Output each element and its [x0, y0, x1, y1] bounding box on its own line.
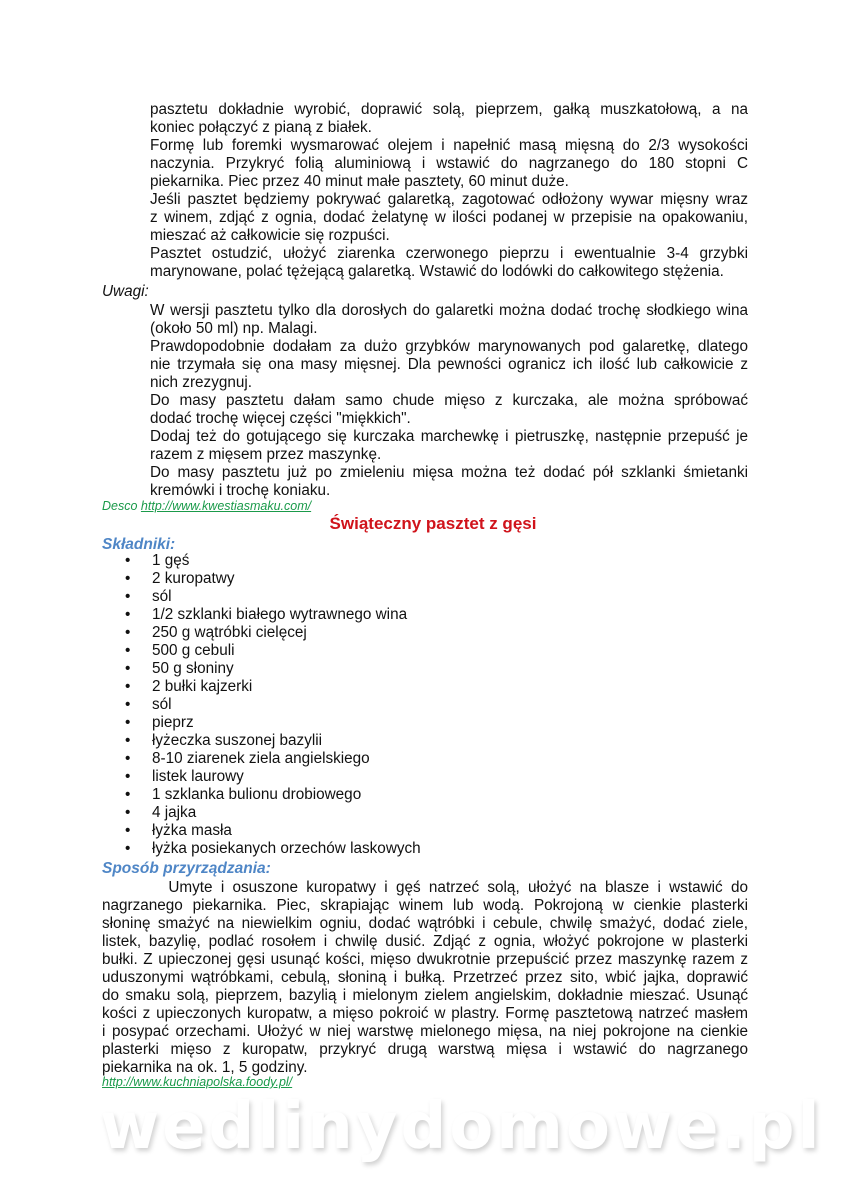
list-item: • sól — [125, 696, 172, 713]
watermark: wedlinydomowe.pl — [100, 1090, 823, 1164]
list-item: • łyżeczka suszonej bazylii — [125, 732, 323, 749]
text-line: piekarnika na ok. 1, 5 godziny. — [102, 1059, 308, 1076]
bullet-icon: • — [125, 678, 131, 695]
bullet-icon: • — [125, 768, 131, 785]
list-item: • 500 g cebuli — [125, 642, 235, 659]
text-line: Prawdopodobnie dodałam za dużo grzybków marynowanych pod galaretkę, dlatego — [150, 338, 748, 355]
source-link[interactable]: http://www.kuchniapolska.foody.pl/ — [102, 1075, 293, 1089]
text-line: nich zrezygnuj. — [150, 374, 253, 391]
text-line: pasztetu dokładnie wyrobić, doprawić solą, pieprzem, gałką muszkatołową, a na — [150, 101, 748, 118]
text-line: kości z upieczonych kuropatw, a mięso pokroić w plastry. Formę pasztetową natrzeć masłem — [102, 1005, 748, 1022]
text-line: naczynia. Przykryć folią aluminiową i wstawić do nagrzanego do 180 stopni C — [150, 155, 748, 172]
bullet-icon: • — [125, 732, 131, 749]
method-heading: Sposób przyrządzania: — [102, 860, 271, 877]
source-author: Desco — [102, 499, 138, 513]
text-line: kremówki i trochę koniaku. — [150, 482, 331, 499]
bullet-icon: • — [125, 588, 131, 605]
list-item: • łyżka posiekanych orzechów laskowych — [125, 840, 421, 857]
text-line: Do masy pasztetu dałam samo chude mięso z kurczaka, ale można spróbować — [150, 392, 748, 409]
bullet-icon: • — [125, 606, 131, 623]
text-line: plasterki mięso z kuropatw, przykryć drugą warstwą mięsa i wstawić do nagrzanego — [102, 1041, 748, 1058]
method-text — [102, 879, 748, 1077]
bullet-icon: • — [125, 624, 131, 641]
text-line: z winem, zdjąć z ognia, dodać żelatynę w ilości podanej w przepisie na opakowaniu, — [150, 209, 748, 226]
text-line: Do masy pasztetu już po zmieleniu mięsa można też dodać pół szklanki śmietanki — [150, 464, 748, 481]
text-line: Jeśli pasztet będziemy pokrywać galaretką, zagotować odłożony wywar mięsny wraz — [150, 191, 748, 208]
list-item: • sól — [125, 588, 172, 605]
list-item: • pieprz — [125, 714, 194, 731]
text-line: nagrzanego piekarnika. Piec, skrapiając winem lub wodą. Pokrojoną w cienkie plasterki — [102, 897, 748, 914]
bullet-icon: • — [125, 642, 131, 659]
bullet-icon: • — [125, 750, 131, 767]
list-item: • 2 kuropatwy — [125, 570, 235, 587]
text-line: do smaku solą, pieprzem, bazylią i mielonym zielem angielskim, dokładnie mieszać. Usunąć — [102, 987, 748, 1004]
bullet-icon: • — [125, 822, 131, 839]
list-item: • listek laurowy — [125, 768, 244, 785]
text-line: (około 50 ml) np. Malagi. — [150, 320, 318, 337]
notes-label: Uwagi: — [102, 283, 149, 300]
list-item: • 2 bułki kajzerki — [125, 678, 253, 695]
bullet-icon: • — [125, 552, 131, 569]
list-item: • 250 g wątróbki cielęcej — [125, 624, 307, 641]
text-line: marynowane, polać tężejącą galaretką. Wstawić do lodówki do całkowitego stężenia. — [150, 263, 724, 280]
text-line: słoninę smażyć na niewielkim ogniu, dodać wątróbki i cebule, chwilę smażyć, dodać ziele, — [102, 915, 748, 932]
list-item: • 8-10 ziarenek ziela angielskiego — [125, 750, 370, 767]
text-line: mieszać aż całkowicie się rozpuści. — [150, 227, 390, 244]
previous-recipe-method — [150, 101, 748, 281]
text-line: koniec połączyć z pianą z białek. — [150, 119, 372, 136]
text-line: uduszonymi wątróbkami, cebulą, słoniną i bułką. Przetrzeć przez sito, wbić jajka, doprawić — [102, 969, 748, 986]
text-line: razem z mięsem przez maszynkę. — [150, 446, 382, 463]
list-item: • 50 g słoniny — [125, 660, 234, 677]
bullet-icon: • — [125, 786, 131, 803]
text-line: bułki. Z upieczonej gęsi usunąć kości, mięso dwukrotnie przepuścić przez maszynkę razem z — [102, 951, 748, 968]
text-line: Umyte i osuszone kuropatwy i gęś natrzeć solą, ułożyć na blasze i wstawić do — [102, 879, 748, 896]
notes-text — [150, 302, 748, 500]
list-item: • 1 gęś — [125, 552, 190, 569]
source-link[interactable]: http://www.kwestiasmaku.com/ — [140, 499, 312, 513]
ingredients-heading: Składniki: — [102, 536, 176, 553]
text-line: Formę lub foremki wysmarować olejem i napełnić masą mięsną do 2/3 wysokości — [150, 137, 748, 154]
list-item: • 1/2 szklanki białego wytrawnego wina — [125, 606, 408, 623]
list-item: • 1 szklanka bulionu drobiowego — [125, 786, 362, 803]
recipe-title: Świąteczny pasztet z gęsi — [329, 514, 537, 533]
text-line: listek, bazylię, podlać rosołem i chwilę dusić. Zdjąć z ognia, włożyć pokrojone w plasterki — [102, 933, 748, 950]
text-line: Pasztet ostudzić, ułożyć ziarenka czerwonego pieprzu i ewentualnie 3-4 grzybki — [150, 245, 748, 262]
text-line: piekarnika. Piec przez 40 minut małe pasztety, 60 minut duże. — [150, 173, 569, 190]
bullet-icon: • — [125, 660, 131, 677]
bullet-icon: • — [125, 570, 131, 587]
text-line: Dodaj też do gotującego się kurczaka marchewkę i pietruszkę, następnie przepuść je — [150, 428, 748, 445]
list-item: • łyżka masła — [125, 822, 232, 839]
bullet-icon: • — [125, 804, 131, 821]
ingredients-list — [122, 552, 421, 858]
bullet-icon: • — [125, 696, 131, 713]
source-credit — [102, 499, 311, 513]
recipe-source — [102, 1075, 292, 1089]
text-line: i posypać orzechami. Ułożyć w niej warstwę mielonego mięsa, na niej pokrojone na cienkie — [102, 1023, 748, 1040]
text-line: dodać trochę więcej części "miękkich". — [150, 410, 411, 427]
list-item: • 4 jajka — [125, 804, 197, 821]
text-line: nie trzymała się ona masy mięsnej. Dla pewności ogranicz ich ilość lub całkowicie z — [150, 356, 748, 373]
text-line: W wersji pasztetu tylko dla dorosłych do galaretki można dodać trochę słodkiego wina — [150, 302, 748, 319]
bullet-icon: • — [125, 840, 131, 857]
bullet-icon: • — [125, 714, 131, 731]
